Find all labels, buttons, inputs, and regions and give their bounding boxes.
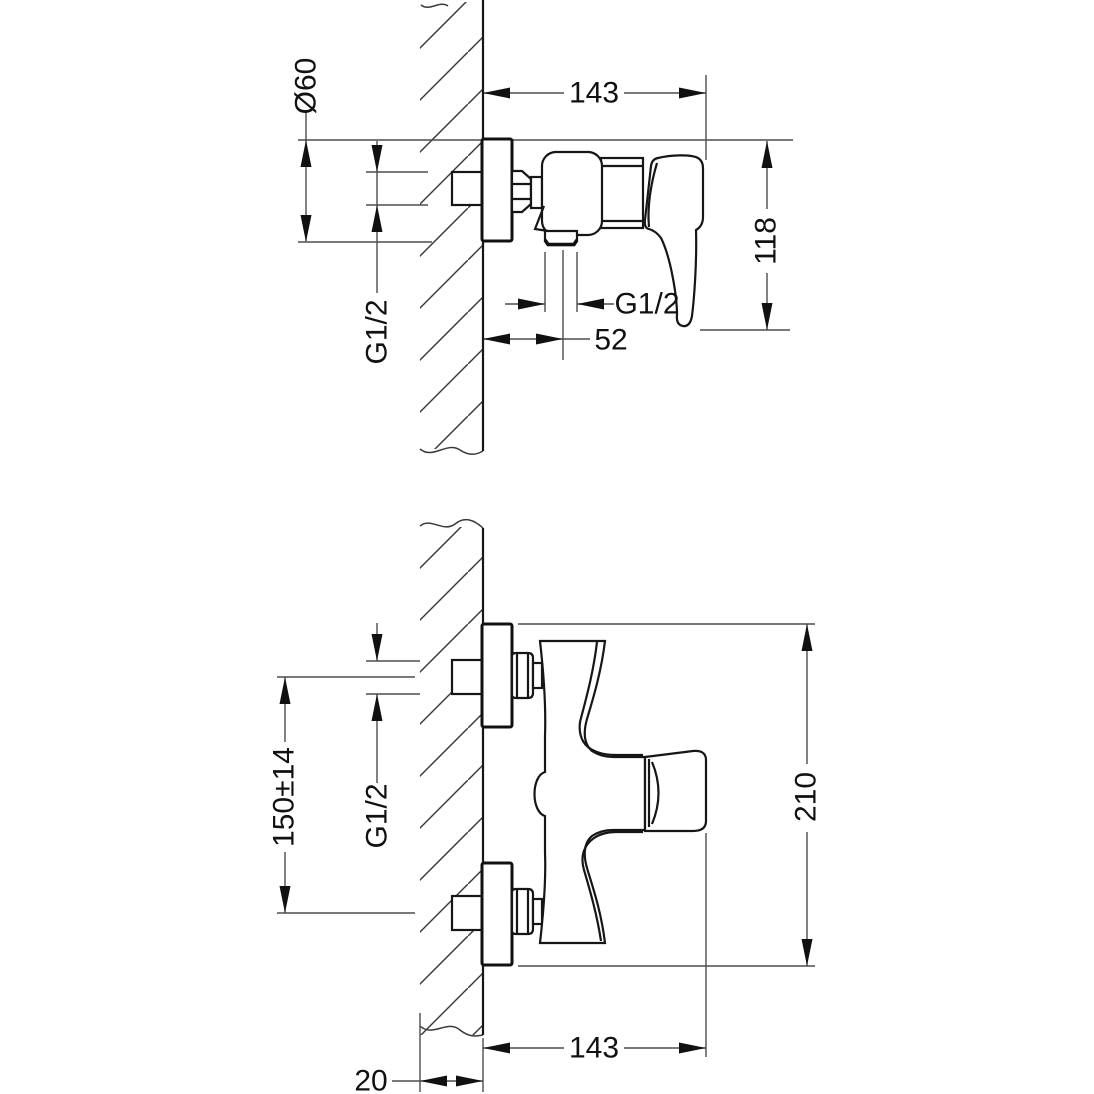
arrow-20-left: [420, 1076, 447, 1087]
escutcheon-side: [482, 139, 512, 241]
dim-label-inlet-thread-front: G1/2: [360, 783, 394, 849]
dim-label-height-front: 210: [789, 771, 823, 823]
wall-hatch-side: [420, 2, 483, 449]
arrow-diameter-bottom: [301, 215, 312, 242]
arrow-width-left: [483, 1043, 510, 1054]
arrow-outlet-thread-right: [577, 299, 604, 310]
dim-label-height-side: 118: [749, 217, 783, 265]
dim-label-depth-side: 143: [568, 76, 620, 110]
arrow-150-bottom: [280, 886, 291, 913]
side-view: [290, 0, 794, 454]
arrow-width-right: [679, 1043, 706, 1054]
inlet-pipe-side: [452, 172, 482, 205]
arrow-outlet-offset-right: [536, 334, 563, 345]
arrow-150-top: [280, 677, 291, 704]
arrow-outlet-thread-left: [518, 299, 545, 310]
nut-connector-bottom-front: [533, 899, 542, 924]
valve-body-side: [542, 152, 602, 235]
front-view: [268, 520, 823, 1094]
nut-connector-side: [531, 177, 542, 208]
dim-label-wall-clearance: 20: [354, 1064, 388, 1094]
arrow-inlet-thread-bottom: [372, 205, 383, 232]
arrow-thread-front-bottom: [372, 694, 383, 721]
dim-label-width-front: 143: [568, 1031, 620, 1065]
arrow-inlet-thread-top: [372, 145, 383, 172]
arrow-height-top: [762, 141, 773, 168]
arrow-thread-front-top: [372, 634, 383, 661]
escutcheon-bottom-front: [482, 863, 512, 965]
dim-label-outlet-offset: 52: [594, 323, 628, 357]
arrow-depth-right: [679, 88, 706, 99]
arrow-outlet-offset-left: [483, 334, 510, 345]
arrow-depth-left: [483, 88, 510, 99]
inlet-pipe-bottom-front: [452, 896, 482, 930]
wall-break-top-front: [420, 520, 483, 528]
inlet-pipe-top-front: [452, 660, 482, 694]
dim-label-inlet-thread-side: G1/2: [360, 299, 394, 365]
arrow-210-bottom: [802, 939, 813, 966]
escutcheon-top-front: [482, 624, 512, 727]
arrow-20-right: [456, 1076, 483, 1087]
arrow-diameter-top: [301, 140, 312, 167]
arrow-210-top: [802, 624, 813, 651]
mounting-nut-side: [512, 171, 531, 212]
mounting-nut-bottom-front: [512, 889, 533, 934]
mounting-nut-top-front: [512, 653, 533, 698]
wall-hatch-front: [420, 527, 483, 1035]
dim-label-outlet-thread-side: G1/2: [614, 287, 680, 321]
nut-connector-top-front: [533, 663, 542, 688]
cartridge-housing-side: [601, 158, 643, 228]
dim-label-escutcheon-diameter: Ø60: [289, 57, 323, 115]
arrow-height-bottom: [762, 303, 773, 330]
dim-label-inlet-spacing: 150±14: [267, 747, 301, 847]
